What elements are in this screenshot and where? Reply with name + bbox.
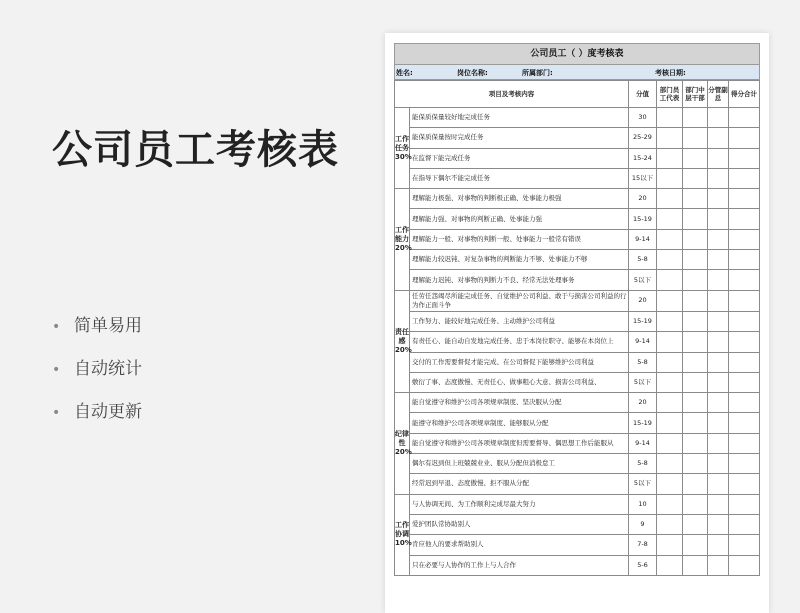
score-cell: 9-14 — [629, 433, 657, 453]
table-row — [395, 494, 760, 514]
dept-mid-cell[interactable] — [683, 555, 708, 575]
total-cell[interactable] — [729, 229, 760, 249]
total-cell[interactable] — [729, 168, 760, 188]
position-label: 岗位名称: — [457, 69, 488, 77]
dept-mid-cell[interactable] — [683, 209, 708, 229]
total-cell[interactable] — [729, 108, 760, 128]
vice-cell[interactable] — [708, 474, 729, 494]
item-cell: 理解能力极强、对事物的判断极正确、处事能力极强 — [410, 189, 629, 209]
vice-cell[interactable] — [708, 108, 729, 128]
dept-mid-cell[interactable] — [683, 413, 708, 433]
table-row — [395, 108, 760, 128]
table-row — [395, 189, 760, 209]
table-row — [395, 270, 760, 290]
score-cell: 15以下 — [629, 168, 657, 188]
total-cell[interactable] — [729, 393, 760, 413]
header-total: 得分合计 — [729, 81, 760, 108]
table-row — [395, 555, 760, 575]
table-row — [395, 352, 760, 372]
dept-mid-cell[interactable] — [683, 535, 708, 555]
feature-item — [52, 312, 142, 355]
item-cell: 能保质保量较好地完成任务 — [410, 108, 629, 128]
dept-mid-cell[interactable] — [683, 250, 708, 270]
dept-rep-cell[interactable] — [657, 168, 683, 188]
total-cell[interactable] — [729, 454, 760, 474]
feature-list — [52, 312, 142, 441]
table-row — [395, 148, 760, 168]
dept-mid-cell[interactable] — [683, 270, 708, 290]
score-cell: 5以下 — [629, 270, 657, 290]
vice-cell[interactable] — [708, 555, 729, 575]
score-cell: 20 — [629, 290, 657, 311]
dept-rep-cell[interactable] — [657, 474, 683, 494]
header-dept-mid: 部门中层干部 — [683, 81, 708, 108]
dept-rep-cell[interactable] — [657, 535, 683, 555]
total-cell[interactable] — [729, 332, 760, 352]
table-row — [395, 393, 760, 413]
bullet-icon: • — [52, 405, 61, 421]
vice-cell[interactable] — [708, 413, 729, 433]
dept-rep-cell[interactable] — [657, 514, 683, 534]
header-vice: 分管副总 — [708, 81, 729, 108]
dept-rep-cell[interactable] — [657, 555, 683, 575]
table-row — [395, 311, 760, 331]
item-cell: 经常迟到早退、态度傲慢、拒不服从分配 — [410, 474, 629, 494]
total-cell[interactable] — [729, 413, 760, 433]
vice-cell[interactable] — [708, 168, 729, 188]
item-cell: 有责任心、能自动自发地完成任务、忠于本岗位职守、能够在本岗位上 — [410, 332, 629, 352]
score-cell: 9-14 — [629, 229, 657, 249]
total-cell[interactable] — [729, 189, 760, 209]
total-cell[interactable] — [729, 514, 760, 534]
dept-mid-cell[interactable] — [683, 148, 708, 168]
dept-rep-cell[interactable] — [657, 270, 683, 290]
dept-rep-cell[interactable] — [657, 372, 683, 392]
dept-rep-cell[interactable] — [657, 311, 683, 331]
score-cell: 15-19 — [629, 209, 657, 229]
vice-cell[interactable] — [708, 189, 729, 209]
evaluation-table — [394, 80, 760, 576]
category-cell: 工作协调10% — [395, 494, 410, 575]
dept-rep-cell[interactable] — [657, 209, 683, 229]
table-row — [395, 474, 760, 494]
item-cell: 偶尔有迟到但上班兢兢业业、服从分配但消极怠工 — [410, 454, 629, 474]
score-cell: 20 — [629, 189, 657, 209]
dept-mid-cell[interactable] — [683, 393, 708, 413]
dept-rep-cell[interactable] — [657, 413, 683, 433]
bullet-icon: • — [52, 362, 61, 378]
table-row — [395, 229, 760, 249]
dept-mid-cell[interactable] — [683, 433, 708, 453]
item-cell: 工作努力、能较好地完成任务、主动维护公司利益 — [410, 311, 629, 331]
vice-cell[interactable] — [708, 352, 729, 372]
table-row — [395, 290, 760, 311]
item-cell: 在指导下偶尔不能完成任务 — [410, 168, 629, 188]
item-cell: 理解能力强、对事物的判断正确、处事能力强 — [410, 209, 629, 229]
dept-rep-cell[interactable] — [657, 229, 683, 249]
score-cell: 15-19 — [629, 413, 657, 433]
table-row — [395, 250, 760, 270]
score-cell: 5-8 — [629, 454, 657, 474]
dept-mid-cell[interactable] — [683, 168, 708, 188]
dept-mid-cell[interactable] — [683, 290, 708, 311]
header-item: 项目及考核内容 — [395, 81, 629, 108]
date-label: 考核日期: — [655, 69, 686, 77]
dept-mid-cell[interactable] — [683, 189, 708, 209]
score-cell: 25-29 — [629, 128, 657, 148]
total-cell[interactable] — [729, 535, 760, 555]
vice-cell[interactable] — [708, 311, 729, 331]
evaluation-sheet — [385, 33, 769, 613]
category-cell: 工作能力20% — [395, 189, 410, 290]
total-cell[interactable] — [729, 474, 760, 494]
table-row — [395, 535, 760, 555]
dept-rep-cell[interactable] — [657, 189, 683, 209]
item-cell: 只在必要与人协作的工作上与人合作 — [410, 555, 629, 575]
dept-mid-cell[interactable] — [683, 514, 708, 534]
total-cell[interactable] — [729, 270, 760, 290]
table-row — [395, 514, 760, 534]
vice-cell[interactable] — [708, 270, 729, 290]
dept-rep-cell[interactable] — [657, 433, 683, 453]
dept-rep-cell[interactable] — [657, 494, 683, 514]
item-cell: 能遵守和维护公司各项规章制度、能够服从分配 — [410, 413, 629, 433]
dept-rep-cell[interactable] — [657, 454, 683, 474]
total-cell[interactable] — [729, 148, 760, 168]
item-cell: 能自觉遵守和维护公司各项规章制度但需要督导、偶思想工作后能服从 — [410, 433, 629, 453]
item-cell: 理解能力较迟钝、对复杂事物的判断能力不够、处事能力不够 — [410, 250, 629, 270]
header-dept-rep: 部门员工代表 — [657, 81, 683, 108]
score-cell: 5-6 — [629, 555, 657, 575]
dept-mid-cell[interactable] — [683, 474, 708, 494]
total-cell[interactable] — [729, 433, 760, 453]
total-cell[interactable] — [729, 311, 760, 331]
score-cell: 30 — [629, 108, 657, 128]
sheet-title: 公司员工（ ）度考核表 — [394, 43, 760, 65]
score-cell: 10 — [629, 494, 657, 514]
dept-mid-cell[interactable] — [683, 454, 708, 474]
score-cell: 15-19 — [629, 311, 657, 331]
vice-cell[interactable] — [708, 433, 729, 453]
bullet-icon: • — [52, 319, 61, 335]
score-cell: 5-8 — [629, 352, 657, 372]
total-cell[interactable] — [729, 128, 760, 148]
vice-cell[interactable] — [708, 148, 729, 168]
dept-rep-cell[interactable] — [657, 332, 683, 352]
item-cell: 理解能力迟钝、对事物的判断力不良、经常无法处理事务 — [410, 270, 629, 290]
vice-cell[interactable] — [708, 290, 729, 311]
table-row — [395, 454, 760, 474]
table-row — [395, 332, 760, 352]
vice-cell[interactable] — [708, 332, 729, 352]
item-cell: 肯应他人的要求帮助别人 — [410, 535, 629, 555]
score-cell: 5以下 — [629, 474, 657, 494]
department-label: 所属部门: — [522, 69, 553, 77]
vice-cell[interactable] — [708, 229, 729, 249]
table-row — [395, 433, 760, 453]
score-cell: 9 — [629, 514, 657, 534]
item-cell: 能保质保量按时完成任务 — [410, 128, 629, 148]
dept-rep-cell[interactable] — [657, 290, 683, 311]
dept-rep-cell[interactable] — [657, 250, 683, 270]
feature-label: 自动更新 — [74, 402, 142, 422]
hero-title: 公司员工考核表 — [52, 127, 339, 173]
header-row — [395, 81, 760, 108]
category-cell: 责任感20% — [395, 290, 410, 392]
item-cell: 在监督下能完成任务 — [410, 148, 629, 168]
score-cell: 9-14 — [629, 332, 657, 352]
vice-cell[interactable] — [708, 454, 729, 474]
total-cell[interactable] — [729, 372, 760, 392]
category-cell: 工作任务30% — [395, 108, 410, 189]
item-cell: 交付的工作需要督促才能完成、在公司督促下能够维护公司利益 — [410, 352, 629, 372]
name-label: 姓名: — [396, 69, 413, 77]
table-row — [395, 209, 760, 229]
dept-mid-cell[interactable] — [683, 352, 708, 372]
item-cell: 敷衍了事、态度傲慢、无责任心、做事粗心大意、损害公司利益、 — [410, 372, 629, 392]
dept-rep-cell[interactable] — [657, 128, 683, 148]
header-score: 分值 — [629, 81, 657, 108]
feature-item — [52, 355, 142, 398]
total-cell[interactable] — [729, 290, 760, 311]
vice-cell[interactable] — [708, 209, 729, 229]
score-cell: 5-8 — [629, 250, 657, 270]
total-cell[interactable] — [729, 352, 760, 372]
vice-cell[interactable] — [708, 393, 729, 413]
total-cell[interactable] — [729, 494, 760, 514]
item-cell: 能自觉遵守和维护公司各项规章制度、坚决服从分配 — [410, 393, 629, 413]
dept-mid-cell[interactable] — [683, 311, 708, 331]
dept-mid-cell[interactable] — [683, 229, 708, 249]
dept-mid-cell[interactable] — [683, 372, 708, 392]
vice-cell[interactable] — [708, 494, 729, 514]
score-cell: 15-24 — [629, 148, 657, 168]
dept-mid-cell[interactable] — [683, 108, 708, 128]
dept-rep-cell[interactable] — [657, 393, 683, 413]
vice-cell[interactable] — [708, 372, 729, 392]
table-row — [395, 372, 760, 392]
info-row — [394, 65, 760, 80]
item-cell: 与人协调无间、为工作顺利完成尽最大努力 — [410, 494, 629, 514]
item-cell: 理解能力一般、对事物的判断一般、处事能力一般常有错误 — [410, 229, 629, 249]
score-cell: 20 — [629, 393, 657, 413]
total-cell[interactable] — [729, 209, 760, 229]
vice-cell[interactable] — [708, 250, 729, 270]
dept-mid-cell[interactable] — [683, 494, 708, 514]
feature-label: 简单易用 — [74, 316, 142, 336]
score-cell: 7-8 — [629, 535, 657, 555]
item-cell: 爱护团队常协助别人 — [410, 514, 629, 534]
table-row — [395, 413, 760, 433]
table-row — [395, 168, 760, 188]
category-cell: 纪律性20% — [395, 393, 410, 494]
dept-rep-cell[interactable] — [657, 108, 683, 128]
total-cell[interactable] — [729, 250, 760, 270]
dept-mid-cell[interactable] — [683, 332, 708, 352]
dept-mid-cell[interactable] — [683, 128, 708, 148]
feature-label: 自动统计 — [74, 359, 142, 379]
feature-item — [52, 398, 142, 441]
score-cell: 5以下 — [629, 372, 657, 392]
dept-rep-cell[interactable] — [657, 148, 683, 168]
total-cell[interactable] — [729, 555, 760, 575]
dept-rep-cell[interactable] — [657, 352, 683, 372]
table-row — [395, 128, 760, 148]
vice-cell[interactable] — [708, 128, 729, 148]
vice-cell[interactable] — [708, 535, 729, 555]
item-cell: 任劳任怨竭尽所能完成任务、自觉维护公司利益、敢于与损害公司利益的行为作正面斗争 — [410, 290, 629, 311]
vice-cell[interactable] — [708, 514, 729, 534]
